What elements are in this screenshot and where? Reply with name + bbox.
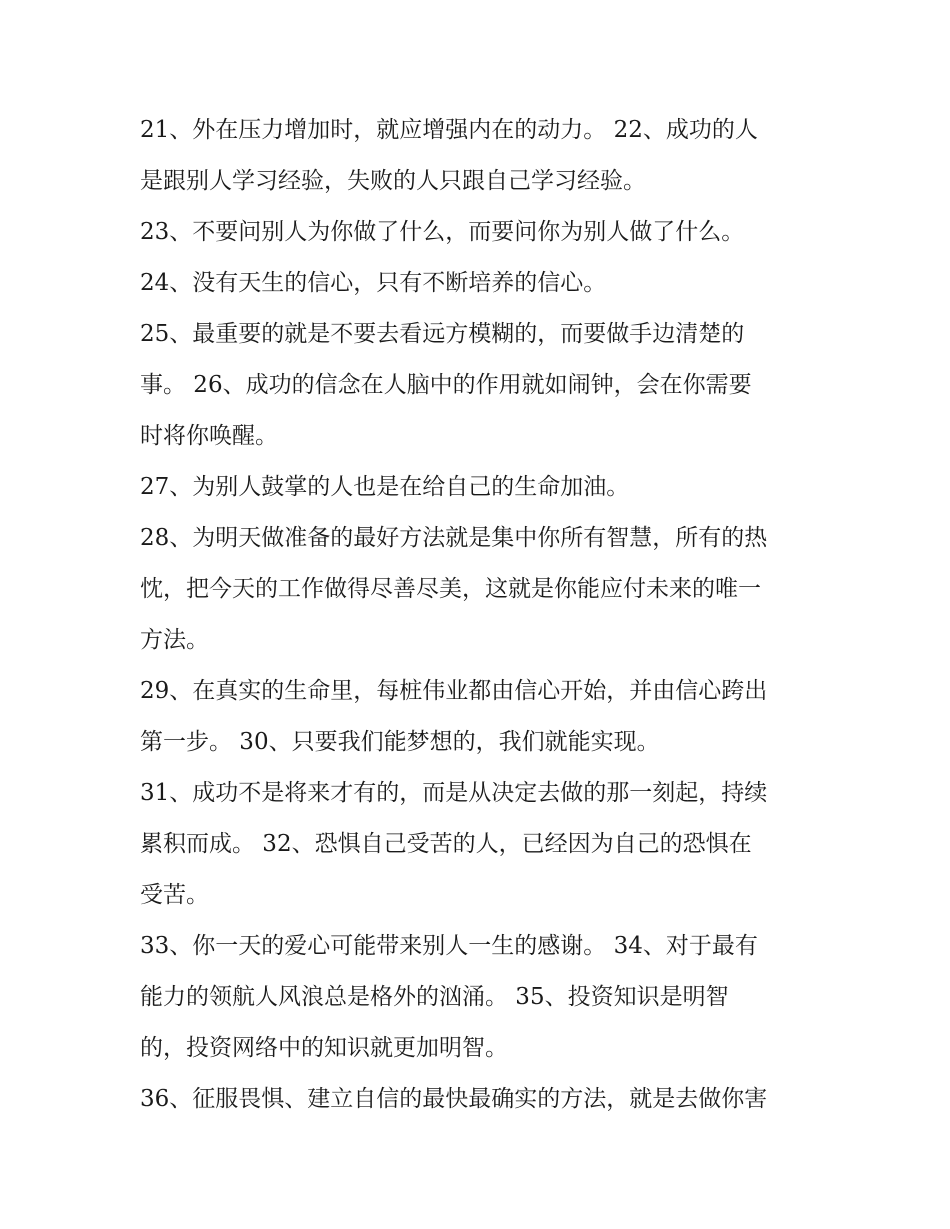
text-line-9: 28、为明天做准备的最好方法就是集中你所有智慧，所有的热: [140, 525, 768, 551]
text-line-13: 第一步。 30、只要我们能梦想的，我们就能实现。: [140, 729, 660, 755]
text-line-2: 是跟别人学习经验，失败的人只跟自己学习经验。: [140, 168, 646, 194]
text-line-4: 24、没有天生的信心，只有不断培养的信心。: [140, 270, 607, 296]
text-line-16: 受苦。: [140, 882, 209, 908]
text-line-20: 36、征服畏惧、建立自信的最快最确实的方法，就是去做你害: [140, 1086, 768, 1112]
text-line-3: 23、不要问别人为你做了什么，而要问你为别人做了什么。: [140, 219, 745, 245]
text-line-18: 能力的领航人风浪总是格外的汹涌。 35、投资知识是明智: [140, 984, 729, 1010]
text-line-8: 27、为别人鼓掌的人也是在给自己的生命加油。: [140, 474, 630, 500]
text-line-10: 忱，把今天的工作做得尽善尽美，这就是你能应付未来的唯一: [140, 576, 761, 602]
text-line-5: 25、最重要的就是不要去看远方模糊的，而要做手边清楚的: [140, 321, 745, 347]
text-line-14: 31、成功不是将来才有的，而是从决定去做的那一刻起，持续: [140, 780, 768, 806]
text-line-6: 事。 26、成功的信念在人脑中的作用就如闹钟，会在你需要: [140, 372, 752, 398]
text-line-12: 29、在真实的生命里，每桩伟业都由信心开始，并由信心跨出: [140, 678, 768, 704]
text-line-11: 方法。: [140, 627, 209, 653]
text-line-1: 21、外在压力增加时，就应增强内在的动力。 22、成功的人: [140, 117, 758, 143]
quote-text-block: [140, 107, 820, 1127]
text-line-15: 累积而成。 32、恐惧自己受苦的人，已经因为自己的恐惧在: [140, 831, 752, 857]
text-line-7: 时将你唤醒。: [140, 423, 278, 449]
text-line-17: 33、你一天的爱心可能带来别人一生的感谢。 34、对于最有: [140, 933, 758, 959]
text-line-19: 的，投资网络中的知识就更加明智。: [140, 1035, 508, 1061]
